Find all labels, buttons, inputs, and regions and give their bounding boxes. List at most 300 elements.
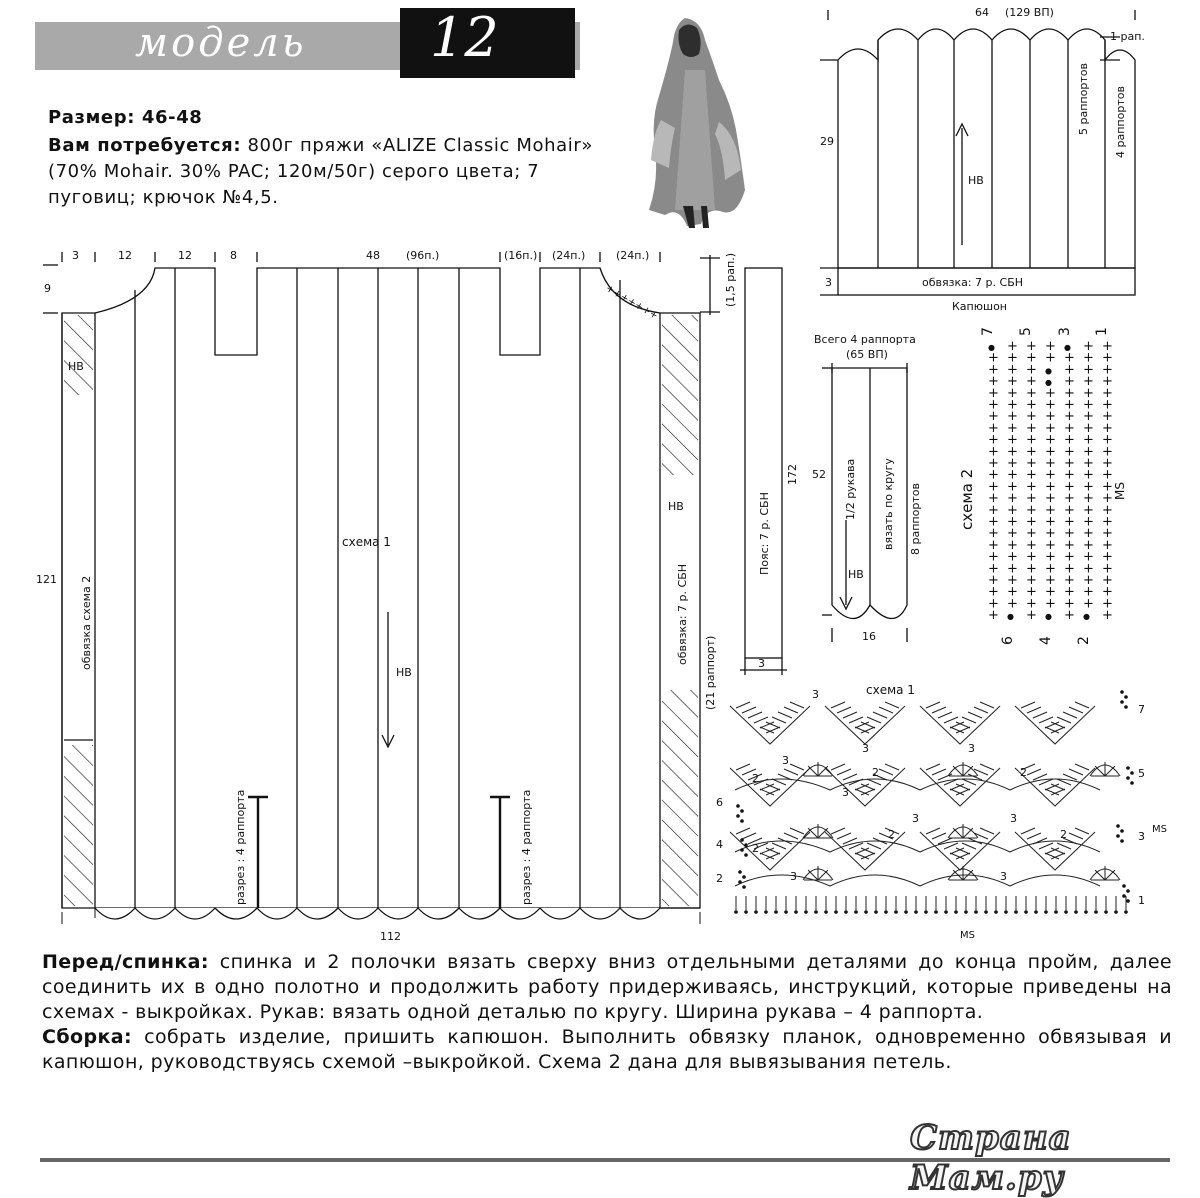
- mark-9: 2: [752, 842, 759, 855]
- scheme2-stitch: +: [1045, 350, 1056, 366]
- scheme2-stitch: +: [988, 350, 999, 366]
- scheme2-stitch: +: [1026, 537, 1037, 553]
- scheme2-stitch: +: [988, 467, 999, 483]
- scheme1-stroke: [736, 764, 750, 770]
- scheme1-stroke: [984, 910, 988, 914]
- instructions: [42, 950, 1172, 1075]
- scheme1-stroke: [1124, 705, 1128, 709]
- scheme2-stitch: +: [1064, 573, 1075, 588]
- scheme1-stroke: [824, 910, 828, 914]
- right-top-repeat-label: (1,5 рап.): [724, 253, 737, 307]
- dim-3: 3: [72, 249, 79, 262]
- scheme2-stitch: +: [1045, 537, 1056, 553]
- scheme2-stitch: +: [1102, 350, 1113, 366]
- scheme1-stroke: [1057, 843, 1071, 849]
- mark-12: 3: [1010, 812, 1017, 825]
- scalloped-hem: [95, 908, 700, 919]
- scheme2-stitch: +: [1083, 537, 1094, 553]
- scheme2-stitch: +: [988, 420, 999, 436]
- assembly-text: собрать изделие, пришить капюшон. Выполнить обвязку планок, одновременно обвязывая и капюшон, руководствуясь схемой –выкройкой. Схема 2 дана для вывязывания петель.: [42, 1026, 1172, 1073]
- scheme1-stroke: [844, 910, 848, 914]
- scheme1-stroke: [1069, 769, 1083, 775]
- scheme1-stroke: [867, 717, 881, 723]
- slit-label-right: разрез : 4 раппорта: [520, 789, 533, 905]
- hood-5-reps: 5 раппортов: [1077, 63, 1090, 135]
- scheme2-stitch: +: [1083, 479, 1094, 495]
- left-edge-label: обвязка схема 2: [80, 575, 93, 670]
- belt-width: 3: [758, 657, 765, 670]
- scheme1-stroke: [735, 779, 1100, 790]
- scheme2-stitch: +: [1026, 350, 1037, 366]
- scheme2-stitch: +: [1102, 596, 1113, 612]
- scheme1-stroke: [754, 717, 768, 723]
- scheme2-stitch: +: [1045, 397, 1056, 413]
- scheme2-stitch: +: [988, 385, 999, 401]
- scheme2-stitch: +: [1102, 502, 1113, 518]
- hood-4-reps: 4 раппортов: [1114, 86, 1127, 158]
- scheme1-stroke: [1114, 910, 1118, 914]
- dim-48: 48: [366, 249, 380, 262]
- scheme1-stroke: [932, 769, 946, 775]
- scheme1-stroke: [1064, 910, 1068, 914]
- scheme1-stroke: [744, 843, 748, 847]
- scheme1-stroke: [804, 910, 808, 914]
- scheme2-ms: MS: [1113, 482, 1127, 500]
- scheme2-stitch: +: [1007, 456, 1018, 471]
- scheme1-stroke: [904, 910, 908, 914]
- scheme2-stitch: +: [1045, 432, 1056, 448]
- scheme2-stitch: +: [1102, 409, 1113, 425]
- scheme1-stroke: [1024, 910, 1028, 914]
- scheme2-stitch: +: [988, 561, 999, 577]
- scheme2-stitch: +: [1026, 479, 1037, 495]
- mark-14: 3: [790, 870, 797, 883]
- scheme1-stroke: [1116, 824, 1120, 828]
- scheme2-stitch: +: [1083, 444, 1094, 460]
- scheme2-stitch: +: [1045, 514, 1056, 530]
- scheme2-stitch: +: [1064, 444, 1075, 460]
- scheme1-stroke: [748, 712, 762, 718]
- scheme2-stitch: +: [1007, 385, 1018, 401]
- scheme2-num-5: 5: [1018, 327, 1034, 336]
- scheme2-stitch: ●: [1007, 612, 1014, 622]
- scheme2-stitch: +: [988, 502, 999, 518]
- scheme2-stitch: +: [1007, 573, 1018, 588]
- scheme1-stroke: [1075, 702, 1089, 708]
- scheme1-stroke: [740, 848, 744, 852]
- main-body-pattern: [43, 252, 720, 908]
- front-back-text: спинка и 2 полочки вязать сверху вниз отдельными деталями до конца пройм, далее соединить их в одно полотно и продолжить работу придерживаясь, инструкций, которые приведены на схемах - выкройках. Рукав: вязать одной деталью по кругу. Ширина рукава – 4 раппорта.: [42, 951, 1172, 1023]
- scheme1-stroke: [932, 833, 946, 839]
- belt-length: 172: [786, 464, 799, 485]
- scheme1-stroke: [962, 843, 976, 849]
- scheme2-stitch: +: [1007, 420, 1018, 436]
- scheme1-stroke: [834, 910, 838, 914]
- sleeve-reps: 8 раппортов: [909, 483, 922, 555]
- scheme1-stroke: [808, 766, 818, 776]
- scheme1-stroke: [742, 833, 756, 839]
- scheme1-stroke: [963, 828, 973, 838]
- watermark-logo: Страна Мам.ру: [910, 1118, 1072, 1198]
- scheme2-stitch: +: [1102, 420, 1113, 436]
- scheme1-stroke: [974, 910, 978, 914]
- scheme1-stroke: [1094, 910, 1098, 914]
- scheme1-stroke: [740, 838, 744, 842]
- scheme2-num-6: 6: [1000, 636, 1016, 645]
- scheme1-stroke: [1021, 828, 1035, 834]
- neck-stitch-marks: +++++++: [603, 283, 660, 322]
- scheme2-stitch: +: [1007, 409, 1018, 425]
- scheme1-stroke: [754, 910, 758, 914]
- scheme2-stitch: +: [1064, 350, 1075, 366]
- scheme2-stitch: +: [1102, 491, 1113, 507]
- scheme2-stitch: +: [1026, 573, 1037, 588]
- scheme2-stitch: +: [1064, 502, 1075, 518]
- scheme2-stitch: +: [1083, 467, 1094, 483]
- scheme2-stitch: +: [1064, 374, 1075, 390]
- scheme2-stitch: +: [1083, 502, 1094, 518]
- scheme2-stitch: +: [1064, 467, 1075, 483]
- scheme1-stroke: [885, 764, 899, 770]
- scheme2-stitch: +: [1007, 584, 1018, 600]
- scheme1-stroke: [736, 804, 740, 808]
- scheme1-stroke: [944, 843, 958, 849]
- scheme2-stitch: +: [988, 514, 999, 530]
- scheme1-stroke: [831, 828, 845, 834]
- scheme2-stitch: +: [1064, 608, 1075, 624]
- sleeve-round: вязать по кругу: [882, 458, 895, 550]
- scheme2-stitch: +: [1007, 514, 1018, 530]
- scheme2-stitch: +: [1102, 584, 1113, 600]
- scheme2-stitch: +: [1045, 491, 1056, 507]
- scheme2-stitch: +: [1064, 432, 1075, 448]
- scheme2-stitch: ●: [1045, 366, 1052, 376]
- scheme1-stroke: [736, 702, 750, 708]
- scheme2-stitch: +: [988, 374, 999, 390]
- scheme2-stitch: +: [1083, 339, 1094, 354]
- sleeve-length: 52: [812, 468, 826, 481]
- scheme1-stroke: [742, 707, 756, 713]
- hv-right: НВ: [668, 500, 684, 513]
- scheme2-stitch: +: [1083, 362, 1094, 378]
- scheme2-stitch: +: [1026, 432, 1037, 448]
- scheme1-stroke: [778, 712, 792, 718]
- scheme2-stitch: +: [1083, 491, 1094, 507]
- scheme1-stroke: [837, 707, 851, 713]
- scheme2-stitch: +: [1102, 374, 1113, 390]
- scheme1-stroke: [1124, 695, 1128, 699]
- scheme1-stroke: [730, 706, 810, 744]
- scheme2-stitch: +: [1083, 409, 1094, 425]
- scheme2-stitch: +: [1045, 526, 1056, 542]
- dim-112: 112: [380, 930, 401, 943]
- scheme1-stroke: [1039, 843, 1053, 849]
- scheme1-stroke: [953, 766, 963, 776]
- scheme2-stitch: +: [1007, 479, 1018, 495]
- scheme1-stroke: [1015, 768, 1095, 806]
- scheme1-stroke: [772, 779, 786, 785]
- scheme2-stitch: +: [1045, 456, 1056, 471]
- sleeve-count: (65 ВП): [846, 348, 888, 361]
- scheme1-stroke: [1120, 839, 1124, 843]
- scheme1-stroke: [885, 702, 899, 708]
- scheme2-stitch: +: [1026, 456, 1037, 471]
- scheme1-stroke: [980, 764, 994, 770]
- scheme2-stitch: +: [1102, 514, 1113, 530]
- mark-15: 3: [1000, 870, 1007, 883]
- scheme1-stroke: [825, 706, 905, 744]
- scheme2-stitch: +: [1083, 385, 1094, 401]
- right-repeats-label: (21 раппорт): [704, 635, 717, 710]
- scheme1-stroke: [1034, 910, 1038, 914]
- scheme2-stitch: +: [1102, 526, 1113, 542]
- mark-10: 2: [888, 828, 895, 841]
- scheme1-stroke: [784, 707, 798, 713]
- scheme2-stitch: +: [1102, 432, 1113, 448]
- slit-label-left: разрез : 4 раппорта: [234, 789, 247, 905]
- scheme2-stitch: +: [988, 596, 999, 612]
- scheme1-stroke: [738, 880, 742, 884]
- scheme1-stroke: [924, 910, 928, 914]
- scheme1-stroke: [744, 910, 748, 914]
- scheme2-stitch: +: [1083, 584, 1094, 600]
- front-back-label: Перед/спинка:: [42, 951, 209, 973]
- scheme1-row-3: 3: [1138, 830, 1145, 843]
- scheme2-stitch: +: [1007, 537, 1018, 553]
- scheme2-stitch: +: [1026, 561, 1037, 577]
- dim-96p: (96п.): [406, 249, 440, 262]
- scheme1-stroke: [980, 828, 994, 834]
- scheme1-stroke: [772, 843, 786, 849]
- scheme2-stitch: +: [1045, 549, 1056, 565]
- sleeve-total: Всего 4 раппорта: [814, 333, 916, 346]
- scheme1-stroke: [980, 702, 994, 708]
- materials-label: Вам потребуется:: [48, 135, 242, 156]
- scheme1-stroke: [968, 712, 982, 718]
- scheme2-stitch: +: [988, 537, 999, 553]
- mark-1: 3: [812, 688, 819, 701]
- scheme2-stitch: +: [1102, 561, 1113, 577]
- scheme1-stroke: [1084, 910, 1088, 914]
- hood-caption: Капюшон: [952, 300, 1007, 313]
- scheme1-stroke: [818, 870, 828, 880]
- scheme2-stitch: +: [1026, 397, 1037, 413]
- scheme1-stroke: [864, 910, 868, 914]
- scheme2-stitch: +: [1064, 420, 1075, 436]
- hood-height: 29: [820, 135, 834, 148]
- scheme1-stroke: [1095, 870, 1105, 880]
- scheme2-stitch: +: [1045, 420, 1056, 436]
- scheme1-stroke: [879, 769, 893, 775]
- hatch-right-bottom: [662, 690, 698, 906]
- hood-minus-rep: -1 рап.: [1106, 30, 1145, 43]
- scheme2-stitch: +: [1026, 584, 1037, 600]
- scheme1-stroke: [1057, 717, 1071, 723]
- scheme2-stitch: +: [1007, 362, 1018, 378]
- scheme2-stitch: +: [1045, 409, 1056, 425]
- scheme1-stroke: [837, 833, 851, 839]
- scheme2-stitch: +: [1064, 397, 1075, 413]
- hatch-right-top: [662, 315, 698, 475]
- scheme2-stitch: +: [1083, 420, 1094, 436]
- scheme2-stitch: +: [1045, 584, 1056, 600]
- scheme1-stroke: [1104, 910, 1108, 914]
- scheme2-stitch: +: [1102, 537, 1113, 553]
- scheme2-stitch: +: [1064, 526, 1075, 542]
- scheme1-row-4: 4: [716, 838, 723, 851]
- scheme2-stitch: +: [1045, 467, 1056, 483]
- scheme2-title: схема 2: [958, 468, 976, 530]
- mark-11: 3: [912, 812, 919, 825]
- scheme1-stroke: [849, 717, 863, 723]
- assembly-label: Сборка:: [42, 1026, 132, 1048]
- scheme1-stroke: [790, 828, 804, 834]
- scheme1-stroke: [784, 833, 798, 839]
- scheme1-stroke: [879, 707, 893, 713]
- scheme2-stitch: +: [1083, 432, 1094, 448]
- sleeve-width: 16: [862, 630, 876, 643]
- scheme2-stitch: +: [1102, 362, 1113, 378]
- scheme1-stroke: [1063, 712, 1077, 718]
- scheme1-stroke: [1021, 702, 1035, 708]
- scheme2-stitch: +: [988, 549, 999, 565]
- scheme2-stitch: +: [1026, 526, 1037, 542]
- scheme2-stitch: +: [1083, 397, 1094, 413]
- scheme2-stitch: +: [1102, 397, 1113, 413]
- scheme2-stitch: +: [1083, 596, 1094, 612]
- scheme2-stitch: +: [1064, 479, 1075, 495]
- hatch-left-top: [64, 315, 93, 395]
- hv-left: НВ: [68, 360, 84, 373]
- scheme2-stitch: +: [988, 432, 999, 448]
- scheme2-num-3: 3: [1057, 327, 1073, 336]
- scheme2-stitch: +: [1007, 596, 1018, 612]
- scheme2-num-2: 2: [1076, 636, 1092, 645]
- scheme2-stitch: +: [1007, 561, 1018, 577]
- scheme2-stitch: +: [1064, 596, 1075, 612]
- scheme2-stitch: +: [1026, 420, 1037, 436]
- scheme2-stitch: +: [1026, 362, 1037, 378]
- scheme1-stroke: [1122, 884, 1126, 888]
- scheme1-stroke: [1075, 828, 1089, 834]
- scheme2-stitch: +: [1102, 573, 1113, 588]
- hood-top-count: (129 ВП): [1005, 6, 1054, 19]
- scheme1-stroke: [953, 828, 963, 838]
- belt: [740, 268, 787, 675]
- scheme1-stroke: [920, 706, 1000, 744]
- scheme2-stitch: +: [1083, 514, 1094, 530]
- scheme2-stitch: +: [1045, 339, 1056, 354]
- scheme1-stroke: [944, 717, 958, 723]
- scheme1-ref: схема 1: [342, 535, 391, 549]
- scheme1-row-5: 5: [1138, 767, 1145, 780]
- scheme1-stroke: [1130, 771, 1134, 775]
- scheme2-stitch: +: [1102, 467, 1113, 483]
- scheme2-stitch: +: [1102, 549, 1113, 565]
- scheme2-stitch: +: [1102, 339, 1113, 354]
- scheme2-stitch: +: [1045, 385, 1056, 401]
- scheme1-stroke: [926, 828, 940, 834]
- hood-hv: НВ: [968, 174, 984, 187]
- scheme1-stroke: [1027, 833, 1041, 839]
- scheme2-stitch: +: [1045, 561, 1056, 577]
- model-number: 12: [430, 6, 499, 69]
- scheme1-stroke: [790, 702, 804, 708]
- scheme1-stroke: [843, 712, 857, 718]
- scheme2-stitch: +: [1064, 561, 1075, 577]
- scheme1-stroke: [764, 910, 768, 914]
- mark-13: 2: [1060, 828, 1067, 841]
- scheme1-stroke: [784, 910, 788, 914]
- scheme2-stitch: +: [1083, 561, 1094, 577]
- scheme2-stitch: +: [1007, 397, 1018, 413]
- scheme2-stitch: +: [1007, 549, 1018, 565]
- scheme2-stitch: +: [988, 584, 999, 600]
- model-title: модель: [135, 20, 307, 66]
- scheme1-stroke: [1122, 894, 1126, 898]
- scheme1-stroke: [954, 910, 958, 914]
- scheme2-num-1: 1: [1094, 327, 1110, 336]
- scheme1-stroke: [873, 712, 887, 718]
- scheme2-stitch: +: [1102, 456, 1113, 471]
- scheme2-stitch: +: [1026, 385, 1037, 401]
- scheme2-stitch: ●: [988, 343, 995, 352]
- scheme2-stitch: +: [1045, 573, 1056, 588]
- belt-label: Пояс: 7 р. СБН: [758, 492, 771, 575]
- scheme2-stitch: +: [1007, 444, 1018, 460]
- scheme2-grid: [988, 339, 1113, 623]
- dim-16p: (16п.): [504, 249, 538, 262]
- scheme1-row-6: 6: [716, 796, 723, 809]
- scheme2-stitch: +: [1102, 444, 1113, 460]
- scheme1-stroke: [1126, 889, 1130, 893]
- mark-6: 3: [968, 742, 975, 755]
- hood-top-dim: 64: [975, 6, 989, 19]
- scheme2-stitch: +: [1026, 549, 1037, 565]
- scheme1-stroke: [772, 717, 786, 723]
- scheme2-stitch: +: [1026, 491, 1037, 507]
- scheme2-stitch: +: [1064, 537, 1075, 553]
- scheme1-ms-bottom: MS: [960, 930, 975, 941]
- scheme1-stroke: [894, 910, 898, 914]
- front-back-instructions: [42, 950, 1172, 1025]
- scheme1-stroke: [1126, 899, 1130, 903]
- scheme2-stitch: +: [1064, 385, 1075, 401]
- scheme2-stitch: ●: [1083, 612, 1090, 622]
- scheme2-stitch: +: [1102, 608, 1113, 624]
- scheme2-stitch: +: [1007, 339, 1018, 354]
- hv-center: НВ: [396, 666, 412, 679]
- hatch-left-bottom: [64, 745, 93, 906]
- scheme2-stitch: +: [1007, 432, 1018, 448]
- scheme1-stroke: [854, 910, 858, 914]
- scheme2-stitch: +: [988, 608, 999, 624]
- scheme1-stroke: [914, 910, 918, 914]
- scheme2-stitch: +: [1026, 608, 1037, 624]
- scheme2-stitch: +: [988, 456, 999, 471]
- scheme2-stitch: +: [1064, 456, 1075, 471]
- scheme2-stitch: ●: [1045, 378, 1052, 388]
- scheme1-stroke: [1074, 910, 1078, 914]
- scheme2-stitch: +: [1045, 444, 1056, 460]
- dim-12a: 12: [118, 249, 132, 262]
- scheme2-stitch: +: [1102, 385, 1113, 401]
- scheme2-stitch: +: [1007, 350, 1018, 366]
- scheme2-stitch: +: [1083, 350, 1094, 366]
- scheme1-stroke: [1120, 829, 1124, 833]
- scheme1-stroke: [926, 764, 940, 770]
- scheme1-stroke: [814, 910, 818, 914]
